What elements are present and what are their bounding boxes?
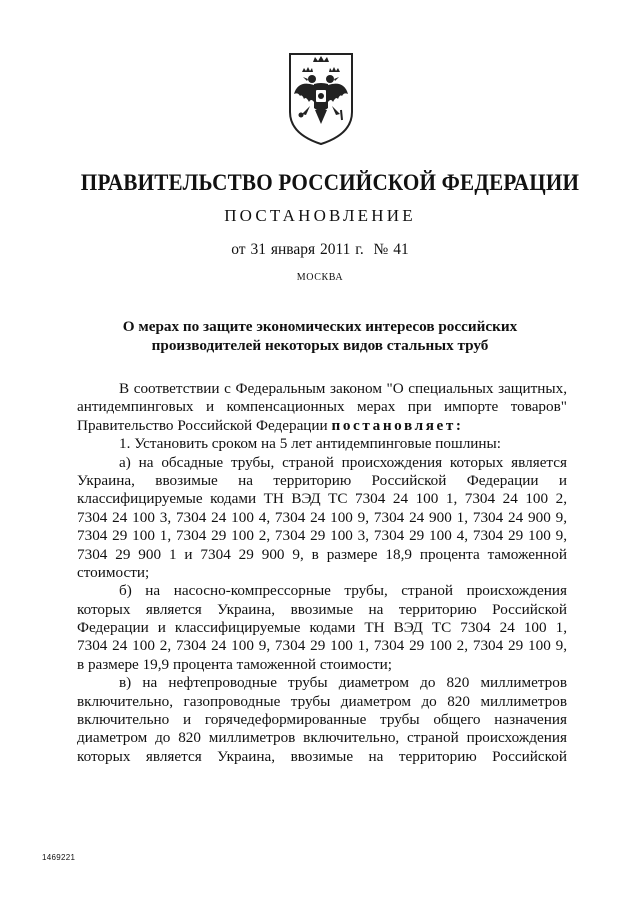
decree-verb: постановляет:: [331, 416, 464, 434]
government-subject: Правительство Российской Федерации: [77, 416, 332, 434]
subitem-a-line: а) на обсадные трубы, страной происхождения которых является: [119, 453, 567, 471]
list-item-1: 1. Установить сроком на 5 лет антидемпинговые пошлины:: [119, 435, 501, 453]
subitem-b-line: 7304 24 100 2, 7304 24 100 9, 7304 29 100 1, 7304 29 100 2, 7304 29 100 9,: [77, 637, 567, 655]
paragraph-line: антидемпинговых и компенсационных мерах при импорте товаров": [77, 398, 567, 416]
subitem-a-line: классифицируемые кодами ТН ВЭД ТС 7304 24 100 1, 7304 24 100 2,: [77, 490, 567, 508]
subitem-c-line: диаметром до 820 миллиметров включительно, страной происхождения: [77, 729, 567, 747]
subitem-a-line: 7304 29 900 1 и 7304 29 900 9, в размере 18,9 процента таможенной: [77, 545, 567, 563]
subitem-a-line: 7304 29 100 1, 7304 29 100 2, 7304 29 100 3, 7304 29 100 4, 7304 29 100 9,: [77, 527, 567, 545]
subitem-b-line: в размере 19,9 процента таможенной стоимости;: [77, 655, 393, 673]
subitem-c-line: включительно и горячедеформированные трубы общего назначения: [77, 711, 567, 729]
paragraph-line: В соответствии с Федеральным законом "О специальных защитных,: [119, 380, 567, 397]
document-heading: О мерах по защите экономических интересов российских производителей некоторых видов стальных труб: [122, 318, 518, 354]
subitem-b-line: Федерации и классифицируемые кодами ТН ВЭД ТС 7304 24 100 1,: [77, 619, 567, 637]
organization-title: ПРАВИТЕЛЬСТВО РОССИЙСКОЙ ФЕДЕРАЦИИ: [80, 170, 580, 195]
russian-coat-of-arms-icon: [284, 52, 358, 146]
subitem-b-line: которых является Украина, ввозимые на территорию Российской: [77, 600, 567, 618]
subitem-c-line: в) на нефтепроводные трубы диаметром до 820 миллиметров: [119, 674, 567, 692]
paragraph-line: [77, 417, 567, 435]
document-city: МОСКВА: [296, 272, 344, 283]
document-body: [77, 380, 567, 766]
document-type: ПОСТАНОВЛЕНИЕ: [224, 206, 416, 225]
document-date: от 31 января 2011 г.: [231, 241, 364, 258]
document-number: № 41: [373, 241, 409, 258]
document-date-line: [120, 241, 520, 259]
document-code: 1469221: [42, 853, 76, 862]
subitem-c-line: которых является Украина, ввозимые на территорию Российской: [77, 747, 567, 765]
subitem-a-line: стоимости;: [77, 563, 150, 581]
subitem-a-line: 7304 24 100 3, 7304 24 100 4, 7304 24 100 9, 7304 24 900 1, 7304 24 900 9,: [77, 508, 567, 526]
subitem-a-line: Украина, ввозимые на территорию Российской Федерации и: [77, 471, 567, 489]
subitem-b-line: б) на насосно-компрессорные трубы, страной происхождения: [119, 582, 567, 600]
subitem-c-line: включительно, газопроводные трубы диаметром до 820 миллиметров: [77, 692, 567, 710]
